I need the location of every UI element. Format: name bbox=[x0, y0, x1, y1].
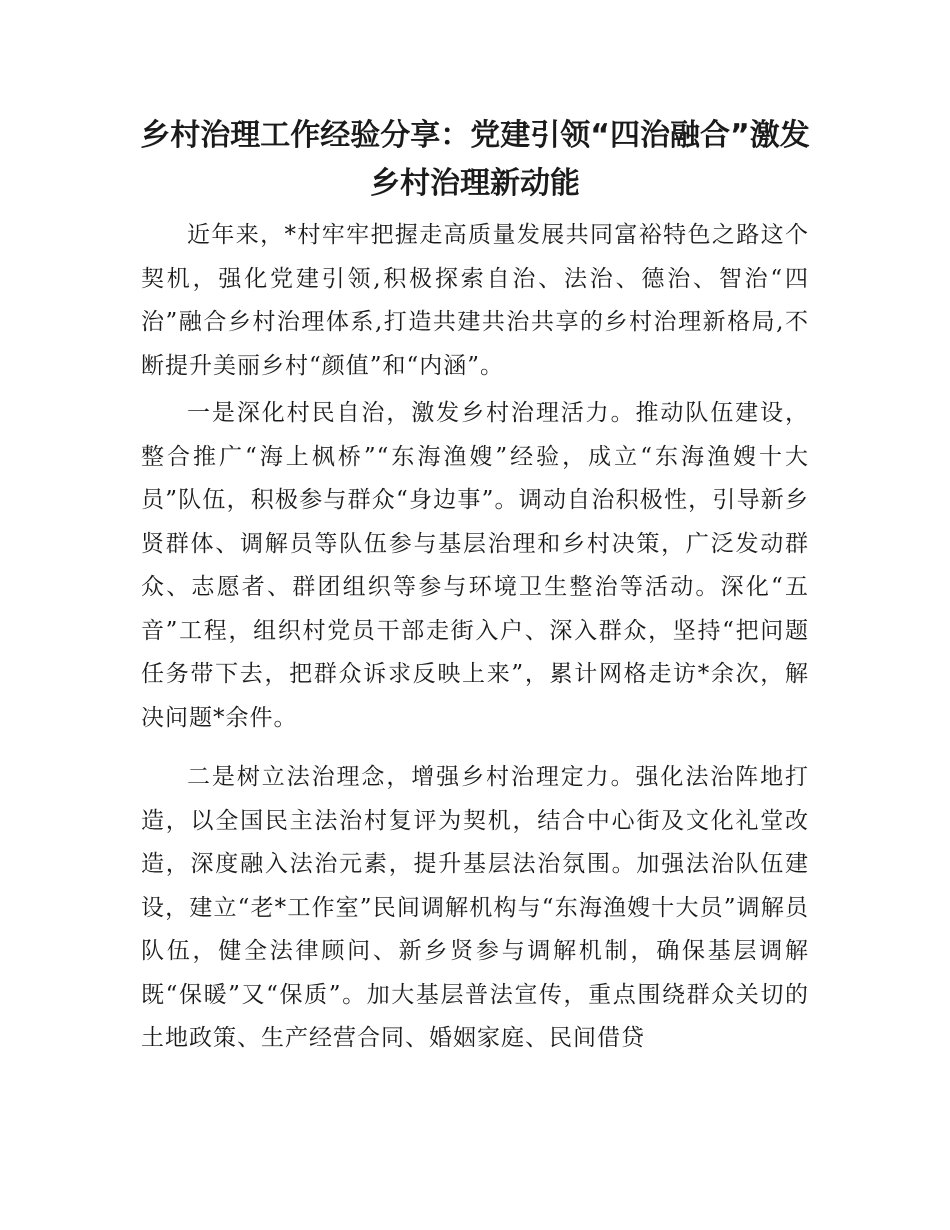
document-title: 乡村治理工作经验分享：党建引领“四治融合”激发乡村治理新动能 bbox=[140, 118, 810, 201]
paragraph-rule-of-law: 二是树立法治理念，增强乡村治理定力。强化法治阵地打造，以全国民主法治村复评为契机，结合中心街及文化礼堂改造，深度融入法治元素，提升基层法治氛围。加强法治队伍建设，建立“老*工作室”民间调解机构与“东海渔嫂十大员”调解员队伍，健全法律顾问、新乡贤参与调解机制，确保基层调解既“保暖”又“保质”。加大基层普法宣传，重点围绕群众关切的土地政策、生产经营合同、婚姻家庭、民间借贷 bbox=[141, 764, 809, 1051]
paragraph-intro: 近年来，*村牢牢把握走高质量发展共同富裕特色之路这个契机，强化党建引领,积极探索自治、法治、德治、智治“四治”融合乡村治理体系,打造共建共治共享的乡村治理新格局,不断提升美丽乡村“颜值”和“内涵”。 bbox=[141, 222, 809, 379]
paragraph-self-governance: 一是深化村民自治，激发乡村治理活力。推动队伍建设，整合推广“海上枫桥”“东海渔嫂”经验，成立“东海渔嫂十大员”队伍，积极参与群众“身边事”。调动自治积极性，引导新乡贤群体、调解员等队伍参与基层治理和乡村决策，广泛发动群众、志愿者、群团组织等参与环境卫生整治等活动。深化“五音”工程，组织村党员干部走街入户、深入群众，坚持“把问题任务带下去，把群众诉求反映上来”，累计网格走访*余次，解决问题*余件。 bbox=[141, 400, 809, 731]
